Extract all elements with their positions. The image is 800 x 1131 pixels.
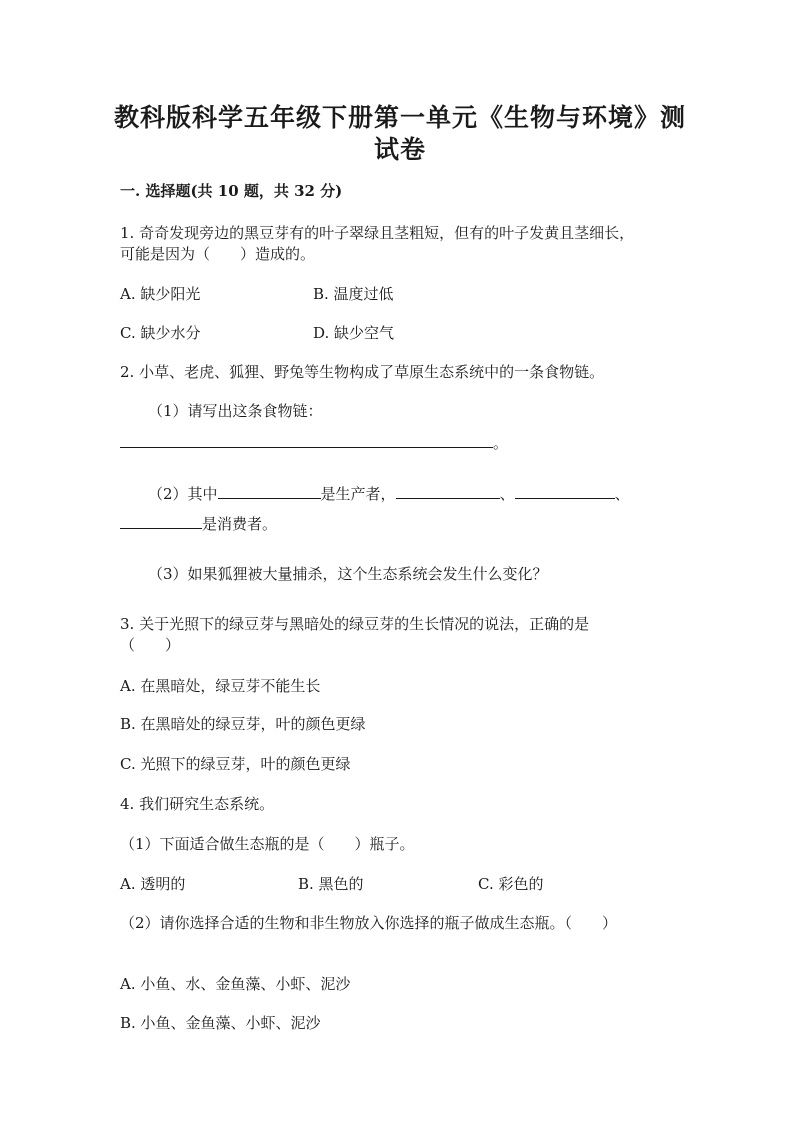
q2-sub2-sep2: 、 (614, 485, 630, 503)
q2-sub2-line2 (120, 512, 277, 534)
q1-option-d: D. 缺少空气 (313, 324, 395, 342)
q4-sub1-option-b: B. 黑色的 (298, 875, 364, 893)
q1-option-b: B. 温度过低 (313, 285, 394, 303)
q1-option-a: A. 缺少阳光 (120, 285, 201, 303)
q3-stem-line2: （ ） (120, 636, 181, 654)
page-title-line2: 试卷 (373, 135, 426, 164)
q4-sub1: （1）下面适合做生态瓶的是（ ）瓶子。 (120, 835, 415, 853)
q2-sub2-sep1: 、 (499, 485, 515, 503)
q3-stem-line1: 3. 关于光照下的绿豆芽与黑暗处的绿豆芽的生长情况的说法，正确的是 (120, 615, 590, 633)
q3-option-c: C. 光照下的绿豆芽，叶的颜色更绿 (120, 755, 351, 773)
q2-sub3: （3）如果狐狸被大量捕杀，这个生态系统会发生什么变化？ (148, 565, 548, 583)
q4-sub2-option-a: A. 小鱼、水、金鱼藻、小虾、泥沙 (120, 975, 351, 993)
q2-sub1-answer-line (120, 431, 508, 453)
consumer-blank-2 (515, 482, 615, 499)
answer-blank (120, 431, 493, 448)
consumer-blank-3 (120, 512, 202, 529)
q2-sub2-producer-text: 是生产者， (320, 485, 396, 503)
q4-sub1-option-a: A. 透明的 (120, 875, 186, 893)
q1-stem-line2: 可能是因为（ ）造成的。 (120, 245, 316, 263)
section-heading: 一. 选择题(共 10 题，共 32 分) (120, 182, 343, 200)
q4-stem: 4. 我们研究生态系统。 (120, 795, 275, 813)
consumer-blank-1 (396, 482, 500, 499)
q2-sub1-end: 。 (493, 434, 509, 452)
producer-blank (218, 482, 321, 499)
q2-sub1: （1）请写出这条食物链： (148, 402, 323, 420)
q4-sub2: （2）请你选择合适的生物和非生物放入你选择的瓶子做成生态瓶。（ ） (120, 914, 618, 932)
q4-sub1-option-c: C. 彩色的 (478, 875, 544, 893)
q3-option-b: B. 在黑暗处的绿豆芽，叶的颜色更绿 (120, 715, 366, 733)
page-title-line1: 教科版科学五年级下册第一单元《生物与环境》测 (113, 103, 686, 132)
q1-option-c: C. 缺少水分 (120, 324, 201, 342)
q4-sub2-option-b: B. 小鱼、金鱼藻、小虾、泥沙 (120, 1014, 321, 1032)
q2-stem: 2. 小草、老虎、狐狸、野兔等生物构成了草原生态系统中的一条食物链。 (120, 363, 605, 381)
q3-option-a: A. 在黑暗处，绿豆芽不能生长 (120, 677, 321, 695)
q1-stem-line1: 1. 奇奇发现旁边的黑豆芽有的叶子翠绿且茎粗短，但有的叶子发黄且茎细长， (120, 224, 635, 242)
q2-sub2-prefix: （2）其中 (148, 485, 218, 503)
q2-sub2-end: 是消费者。 (202, 515, 278, 533)
q2-sub2-line1 (148, 482, 630, 504)
